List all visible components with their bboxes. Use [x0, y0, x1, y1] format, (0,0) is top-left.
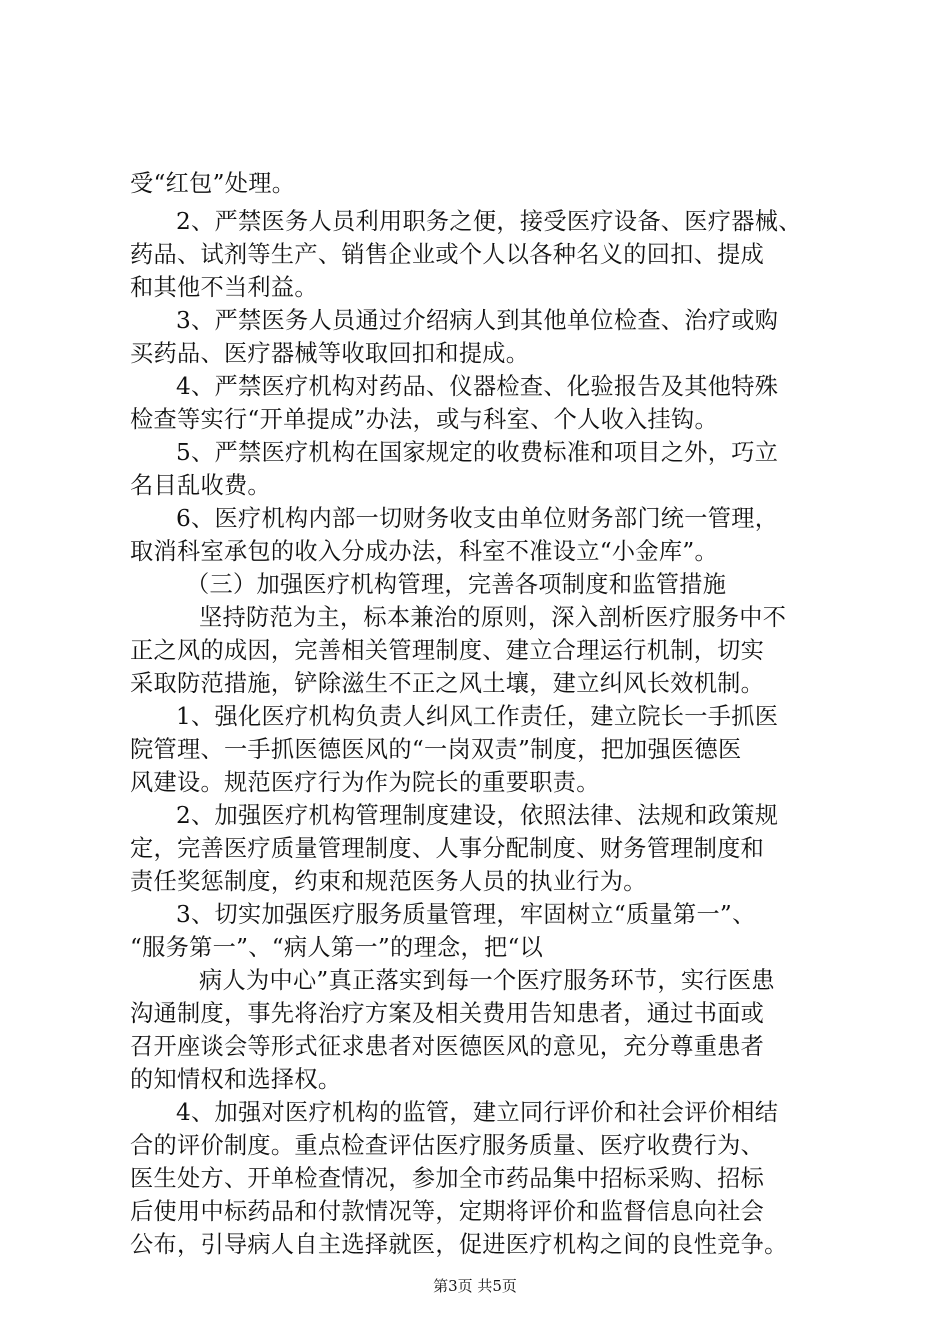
- text-line: 2、严禁医务人员利用职务之便，接受医疗设备、医疗器械、: [176, 208, 802, 235]
- text-line: 沟通制度，事先将治疗方案及相关费用告知患者，通过书面或: [130, 1000, 765, 1027]
- text-line: 和其他不当利益。: [130, 274, 318, 301]
- text-line: 采取防范措施，铲除滋生不正之风土壤，建立纠风长效机制。: [130, 670, 765, 697]
- text-line: “服务第一”、“病人第一”的理念，把“以: [130, 934, 544, 961]
- text-line: 坚持防范为主，标本兼治的原则，深入剖析医疗服务中不: [199, 604, 787, 631]
- text-line: 病人为中心”真正落实到每一个医疗服务环节，实行医患: [199, 967, 775, 994]
- text-line: 合的评价制度。重点检查评估医疗服务质量、医疗收费行为、: [130, 1132, 765, 1159]
- text-line: 受“红包”处理。: [130, 170, 296, 197]
- text-line: 取消科室承包的收入分成办法，科室不准设立“小金库”。: [130, 538, 719, 565]
- text-line: 1、强化医疗机构负责人纠风工作责任，建立院长一手抓医: [176, 703, 779, 730]
- text-line: 召开座谈会等形式征求患者对医德医风的意见，充分尊重患者: [130, 1033, 765, 1060]
- text-line: 院管理、一手抓医德医风的“一岗双责”制度，把加强医德医: [130, 736, 742, 763]
- section-heading: （三）加强医疗机构管理，完善各项制度和监管措施: [186, 571, 727, 598]
- text-line: 5、严禁医疗机构在国家规定的收费标准和项目之外，巧立: [176, 439, 779, 466]
- text-line: 检查等实行“开单提成”办法，或与科室、个人收入挂钩。: [130, 406, 719, 433]
- text-line: 医生处方、开单检查情况，参加全市药品集中招标采购、招标: [130, 1165, 765, 1192]
- text-line: 4、严禁医疗机构对药品、仪器检查、化验报告及其他特殊: [176, 373, 779, 400]
- text-line: 药品、试剂等生产、销售企业或个人以各种名义的回扣、提成: [130, 241, 765, 268]
- text-line: 风建设。规范医疗行为作为院长的重要职责。: [130, 769, 600, 796]
- text-line: 2、加强医疗机构管理制度建设，依照法律、法规和政策规: [176, 802, 779, 829]
- text-line: 3、切实加强医疗服务质量管理，牢固树立“质量第一”、: [176, 901, 756, 928]
- page-number: 第3页 共5页: [433, 1277, 517, 1295]
- text-line: 正之风的成因，完善相关管理制度、建立合理运行机制，切实: [130, 637, 765, 664]
- text-line: 4、加强对医疗机构的监管，建立同行评价和社会评价相结: [176, 1099, 779, 1126]
- text-line: 6、医疗机构内部一切财务收支由单位财务部门统一管理，: [176, 505, 779, 532]
- text-line: 3、严禁医务人员通过介绍病人到其他单位检查、治疗或购: [176, 307, 779, 334]
- text-line: 后使用中标药品和付款情况等，定期将评价和监督信息向社会: [130, 1198, 765, 1225]
- text-line: 公布，引导病人自主选择就医，促进医疗机构之间的良性竞争。: [130, 1231, 788, 1258]
- text-line: 的知情权和选择权。: [130, 1066, 342, 1093]
- text-line: 名目乱收费。: [130, 472, 271, 499]
- text-line: 定，完善医疗质量管理制度、人事分配制度、财务管理制度和: [130, 835, 765, 862]
- text-line: 责任奖惩制度，约束和规范医务人员的执业行为。: [130, 868, 647, 895]
- text-line: 买药品、医疗器械等收取回扣和提成。: [130, 340, 530, 367]
